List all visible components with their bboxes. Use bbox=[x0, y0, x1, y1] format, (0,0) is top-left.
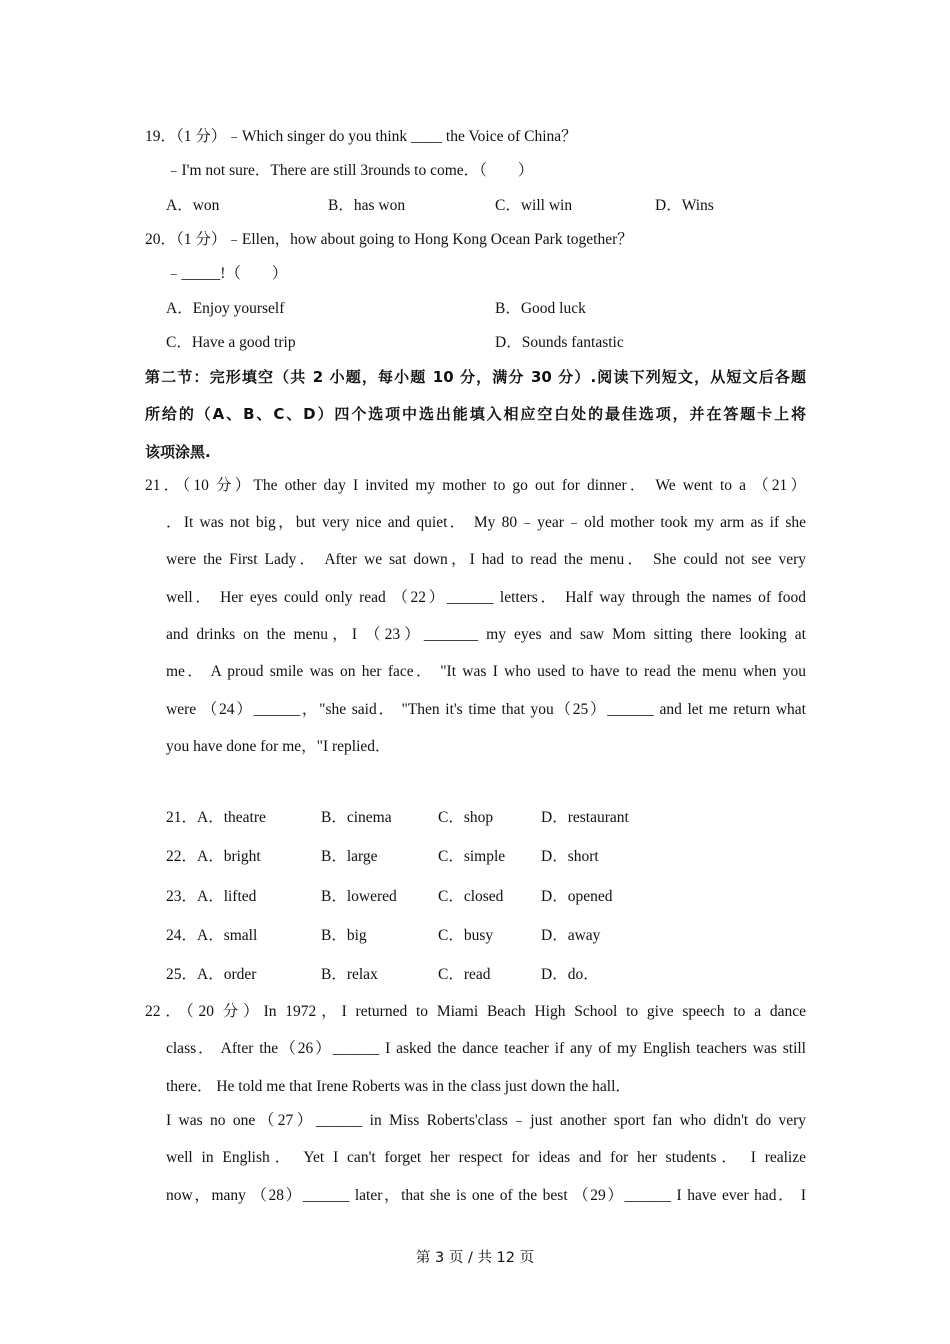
choice-21-b: B．cinema bbox=[321, 809, 392, 826]
choice-25-d: D．do． bbox=[541, 966, 599, 983]
q22-passage-line-3: there． He told me that Irene Roberts was in the class just down the hall． bbox=[166, 1078, 631, 1095]
choice-21-d: D．restaurant bbox=[541, 809, 629, 826]
q21-passage-line-5: and drinks on the menu，I （23）_______ my eyes and saw Mom sitting there looking at bbox=[166, 626, 806, 643]
section2-instruction-line-1: 第二节：完形填空（共 2 小题，每小题 10 分，满分 30 分）.阅读下列短文，从短文后各题 bbox=[145, 368, 806, 386]
q20-option-b: B．Good luck bbox=[495, 300, 586, 317]
q20-reply: ﹣_____!（ ） bbox=[166, 265, 288, 282]
q21-passage-line-1: 21．（10 分）The other day I invited my mother to go out for dinner． We went to a （21） bbox=[145, 477, 806, 494]
choice-21-a: 21．A．theatre bbox=[166, 809, 266, 826]
choice-21-c: C．shop bbox=[438, 809, 494, 826]
q20-stem: 20．（1 分）﹣Ellen，how about going to Hong Kong Ocean Park together？ bbox=[145, 231, 633, 248]
page-footer: 第 3 页 / 共 12 页 bbox=[415, 1250, 535, 1266]
q22-passage-line-5: well in English． Yet I can't forget her respect for ideas and for her students． I realize bbox=[166, 1149, 806, 1166]
choice-25-b: B．relax bbox=[321, 966, 378, 983]
q19-stem: 19．（1 分）﹣Which singer do you think ____ the Voice of China？ bbox=[145, 128, 577, 145]
choice-24-b: B．big bbox=[321, 927, 367, 944]
choice-22-d: D．short bbox=[541, 848, 599, 865]
q19-reply: ﹣I'm not sure．There are still 3rounds to come．（ ） bbox=[166, 162, 534, 179]
q21-passage-line-3: were the First Lady． After we sat down，I had to read the menu． She could not see very bbox=[166, 551, 806, 568]
q19-option-d: D．Wins bbox=[655, 197, 714, 214]
choice-25-a: 25．A．order bbox=[166, 966, 257, 983]
q19-option-a: A．won bbox=[166, 197, 220, 214]
choice-25-c: C．read bbox=[438, 966, 491, 983]
choice-22-c: C．simple bbox=[438, 848, 506, 865]
choice-23-b: B．lowered bbox=[321, 888, 397, 905]
choice-22-b: B．large bbox=[321, 848, 378, 865]
section2-instruction-line-2: 所给的（A、B、C、D）四个选项中选出能填入相应空白处的最佳选项，并在答题卡上将 bbox=[145, 405, 806, 423]
choice-24-c: C．busy bbox=[438, 927, 494, 944]
q21-passage-line-6: me． A proud smile was on her face． "It was I who used to have to read the menu when you bbox=[166, 663, 806, 680]
section2-instruction-line-3: 该项涂黑. bbox=[145, 443, 211, 461]
choice-24-d: D．away bbox=[541, 927, 601, 944]
q22-passage-line-1: 22．（20 分）In 1972，I returned to Miami Beach High School to give speech to a dance bbox=[145, 1003, 806, 1020]
q20-option-a: A．Enjoy yourself bbox=[166, 300, 285, 317]
choice-23-d: D．opened bbox=[541, 888, 613, 905]
q19-option-b: B．has won bbox=[328, 197, 406, 214]
q21-passage-line-4: well． Her eyes could only read （22）______ letters． Half way through the names of food bbox=[166, 589, 806, 606]
choice-24-a: 24．A．small bbox=[166, 927, 258, 944]
q22-passage-line-6: now，many （28）______ later，that she is one of the best （29）______ I have ever had． I bbox=[166, 1187, 806, 1204]
q20-option-c: C．Have a good trip bbox=[166, 334, 296, 351]
q21-passage-line-8: you have done for me，"I replied． bbox=[166, 738, 391, 755]
q21-passage-line-7: were （24）______，"she said． "Then it's time that you（25）______ and let me return what bbox=[166, 701, 806, 718]
q21-passage-line-2: ．It was not big，but very nice and quiet． My 80﹣year﹣old mother took my arm as if she bbox=[166, 514, 806, 531]
q19-option-c: C．will win bbox=[495, 197, 573, 214]
choice-23-c: C．closed bbox=[438, 888, 504, 905]
choice-22-a: 22．A．bright bbox=[166, 848, 261, 865]
q22-passage-line-2: class． After the（26）______ I asked the dance teacher if any of my English teachers was still bbox=[166, 1040, 806, 1057]
q22-passage-line-4: I was no one（27）______ in Miss Roberts'class﹣just another sport fan who didn't do very bbox=[166, 1112, 806, 1129]
q20-option-d: D．Sounds fantastic bbox=[495, 334, 624, 351]
choice-23-a: 23．A．lifted bbox=[166, 888, 257, 905]
